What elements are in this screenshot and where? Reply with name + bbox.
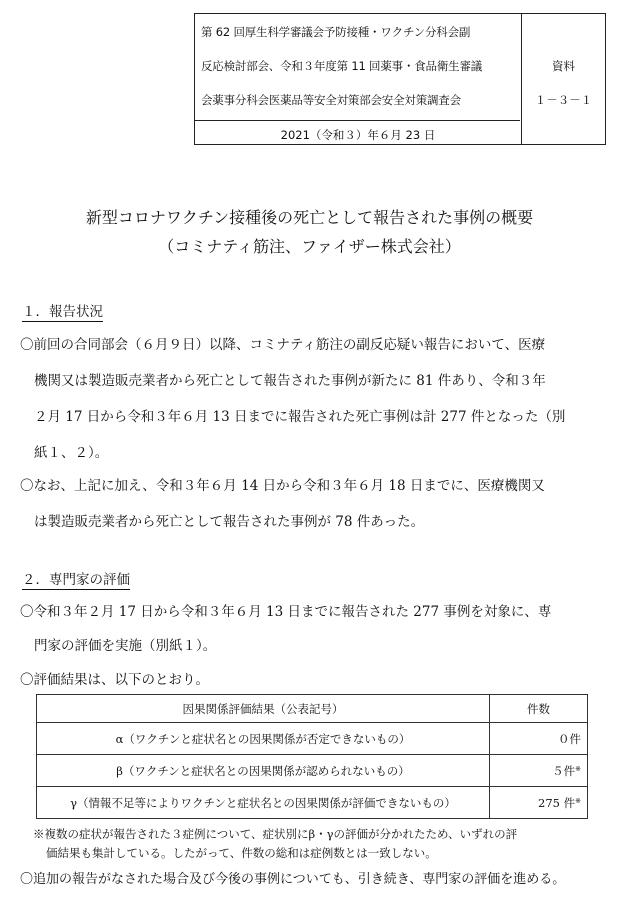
meeting-date: 2021（令和３）年６月 23 日 (280, 128, 436, 142)
meeting-name-line: 会薬事分科会医薬品等安全対策部会安全対策調査会 (201, 93, 461, 107)
paragraph-line: 紙１、２）。 (34, 445, 109, 461)
table-row (37, 755, 588, 787)
paragraph-line: 〇評価結果は、以下のとおり。 (20, 672, 209, 688)
section-heading: ２．専門家の評価 (22, 568, 130, 590)
paragraph-line: 門家の評価を実施（別紙１）。 (34, 638, 217, 654)
paragraph-line: 機関又は製造販売業者から死亡として報告された事例が新たに 81 件あり、令和３年 (34, 373, 546, 389)
case-count: ０件 (490, 723, 588, 755)
meeting-name-line: 反応検討部会、令和３年度第 11 回薬事・食品衛生審議 (201, 59, 483, 73)
table-header-row (37, 695, 588, 723)
evaluation-table (36, 694, 588, 819)
document-title: 新型コロナワクチン接種後の死亡として報告された事例の概要 (85, 208, 534, 227)
table-footnote: ※複数の症状が報告された３症例について、症状別にβ・γの評価が分かれたため、いずれの評 (33, 827, 518, 841)
divider (521, 14, 522, 144)
paragraph-line: 〇追加の報告がなされた場合及び今後の事例についても、引き続き、専門家の評価を進める。 (20, 872, 566, 887)
section-heading: １．報告状況 (22, 300, 103, 322)
evaluation-category: α（ワクチンと症状名との因果関係が否定できないもの） (37, 723, 490, 755)
column-header: 件数 (490, 695, 588, 723)
evaluation-category: β（ワクチンと症状名との因果関係が認められないもの） (37, 755, 490, 787)
paragraph-line: ２月 17 日から令和３年６月 13 日までに報告された死亡事例は計 277 件となった（別 (34, 409, 566, 425)
table-footnote: 価結果も集計している。したがって、件数の総和は症例数とは一致しない。 (46, 846, 437, 860)
meeting-info-box (194, 13, 606, 145)
paragraph-line: 〇なお、上記に加え、令和３年６月 14 日から令和３年６月 18 日までに、医療機関又 (20, 478, 545, 494)
paragraph-line: 〇令和３年２月 17 日から令和３年６月 13 日までに報告された 277 事例を対象に、専 (20, 604, 552, 620)
paragraph-line: は製造販売業者から死亡として報告された事例が 78 件あった。 (34, 514, 425, 530)
column-header: 因果関係評価結果（公表記号） (37, 695, 490, 723)
evaluation-category: γ（情報不足等によりワクチンと症状名との因果関係が評価できないもの） (37, 787, 490, 819)
document-subtitle: （コミナティ筋注、ファイザー株式会社） (158, 237, 461, 256)
paragraph-line: 〇前回の合同部会（６月９日）以降、コミナティ筋注の副反応疑い報告において、医療 (20, 337, 546, 353)
table-row (37, 723, 588, 755)
material-number: １－３－１ (534, 93, 593, 107)
table-row (37, 787, 588, 819)
meeting-name-line: 第 62 回厚生科学審議会予防接種・ワクチン分科会副 (201, 25, 471, 39)
material-label: 資料 (552, 59, 575, 73)
case-count: ５件※ (490, 755, 588, 787)
divider (195, 120, 520, 121)
case-count: 275 件※ (490, 787, 588, 819)
